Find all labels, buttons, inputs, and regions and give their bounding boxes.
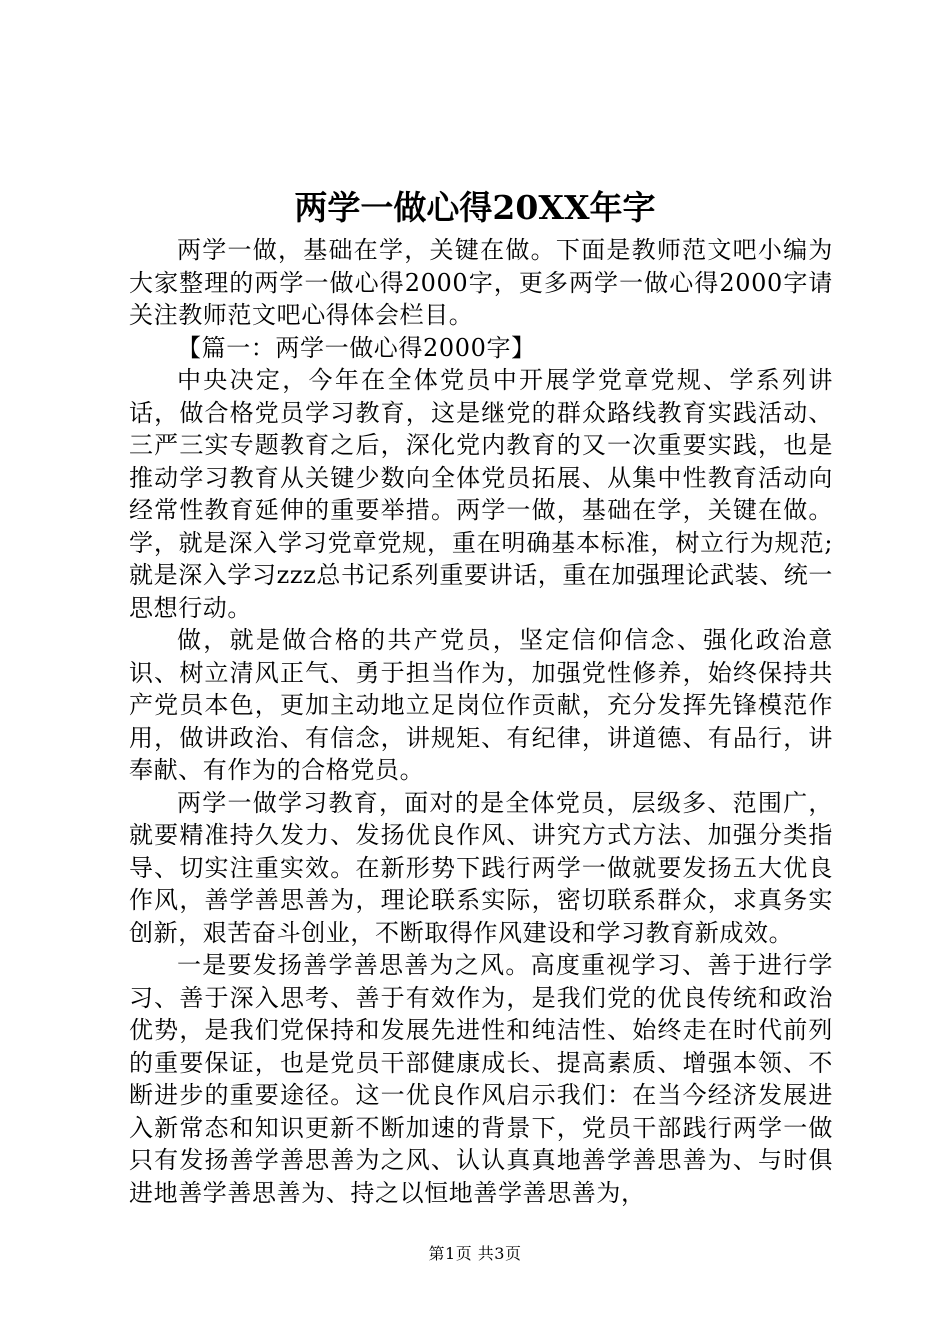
section-heading: 【篇一：两学一做心得2000字】 xyxy=(177,333,536,362)
body-paragraph: 两学一做学习教育，面对的是全体党员，层级多、范围广，就要精准持久发力、发扬优良作风、讲究方式方法、加强分类指导、切实注重实效。在新形势下践行两学一做就要发扬五大优良作风，善学善思善为，理论联系实际，密切联系群众，求真务实创新，艰苦奋斗创业，不断取得作风建设和学习教育新成效。 xyxy=(129,788,833,947)
body-paragraph: 一是要发扬善学善思善为之风。高度重视学习、善于进行学习、善于深入思考、善于有效作为，是我们党的优良传统和政治优势，是我们党保持和发展先进性和纯洁性、始终走在时代前列的重要保证，也是党员干部健康成长、提高素质、增强本领、不断进步的重要途径。这一优良作风启示我们：在当今经济发展进入新常态和知识更新不断加速的背景下，党员干部践行两学一做只有发扬善学善思善为之风、认认真真地善学善思善为、与时俱进地善学善思善为、持之以恒地善学善思善为， xyxy=(129,951,833,1207)
body-paragraph: 中央决定，今年在全体党员中开展学党章党规、学系列讲话，做合格党员学习教育，这是继党的群众路线教育实践活动、三严三实专题教育之后，深化党内教育的又一次重要实践，也是推动学习教育从关键少数向全体党员拓展、从集中性教育活动向经常性教育延伸的重要举措。两学一做，基础在学，关键在做。学，就是深入学习党章党规，重在明确基本标准，树立行为规范;就是深入学习zzz总书记系列重要讲话，重在加强理论武装、统一思想行动。 xyxy=(129,366,833,622)
page-number-footer: 第1页 共3页 xyxy=(428,1244,522,1263)
intro-paragraph: 两学一做，基础在学，关键在做。下面是教师范文吧小编为大家整理的两学一做心得2000字，更多两学一做心得2000字请关注教师范文吧心得体会栏目。 xyxy=(129,236,833,329)
body-paragraph: 做，就是做合格的共产党员，坚定信仰信念、强化政治意识、树立清风正气、勇于担当作为，加强党性修养，始终保持共产党员本色，更加主动地立足岗位作贡献，充分发挥先锋模范作用，做讲政治、有信念，讲规矩、有纪律，讲道德、有品行，讲奉献、有作为的合格党员。 xyxy=(129,626,833,784)
document-title: 两学一做心得20XX年字 xyxy=(294,188,656,227)
document-body xyxy=(129,234,833,1209)
